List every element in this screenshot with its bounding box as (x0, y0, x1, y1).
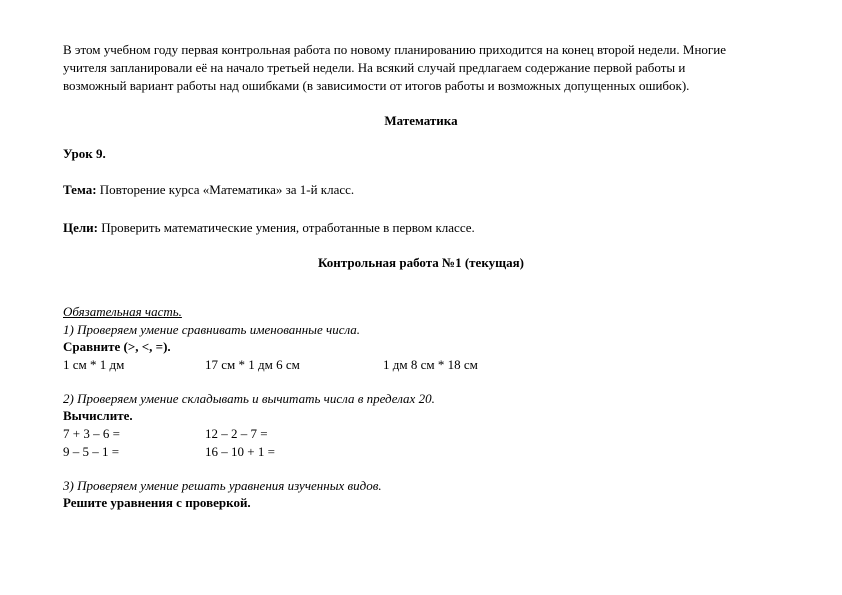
intro-line-2: учителя запланировали её на начало третьей недели. На всякий случай предлагаем содержание первой работы и (63, 60, 686, 75)
task2-heading: 2) Проверяем умение складывать и вычитать числа в пределах 20. (63, 391, 435, 406)
task1-item-3: 1 дм 8 см * 18 см (383, 357, 478, 372)
task2-expression-1: 7 + 3 – 6 = (63, 426, 120, 441)
task1-item-2: 17 см * 1 дм 6 см (205, 357, 300, 372)
lesson-number: Урок 9. (63, 146, 106, 161)
task2-expression-2: 12 – 2 – 7 = (205, 426, 268, 441)
task3-heading: 3) Проверяем умение решать уравнения изученных видов. (63, 478, 382, 493)
topic-line (63, 182, 354, 198)
task2-instruction: Вычислите. (63, 408, 133, 423)
task2-expression-4: 16 – 10 + 1 = (205, 444, 275, 459)
goals-text: Проверить математические умения, отработанные в первом классе. (98, 220, 475, 235)
topic-text: Повторение курса «Математика» за 1-й класс. (96, 182, 355, 197)
intro-line-1: В этом учебном году первая контрольная работа по новому планированию приходится на конец второй недели. Многие (63, 42, 726, 57)
task1-instruction: Сравните (>, <, =). (63, 339, 171, 354)
test-title: Контрольная работа №1 (текущая) (318, 255, 524, 270)
goals-label: Цели: (63, 220, 98, 235)
topic-label: Тема: (63, 182, 97, 197)
subject-heading: Математика (384, 113, 458, 128)
task3-instruction: Решите уравнения с проверкой. (63, 495, 251, 510)
mandatory-part-heading: Обязательная часть. (63, 304, 182, 319)
task1-item-1: 1 см * 1 дм (63, 357, 125, 372)
task1-heading: 1) Проверяем умение сравнивать именованные числа. (63, 322, 361, 337)
task2-expression-3: 9 – 5 – 1 = (63, 444, 120, 459)
intro-line-3: возможный вариант работы над ошибками (в зависимости от итогов работы и возможных допущенных ошибок). (63, 78, 690, 93)
goals-line (63, 220, 475, 236)
